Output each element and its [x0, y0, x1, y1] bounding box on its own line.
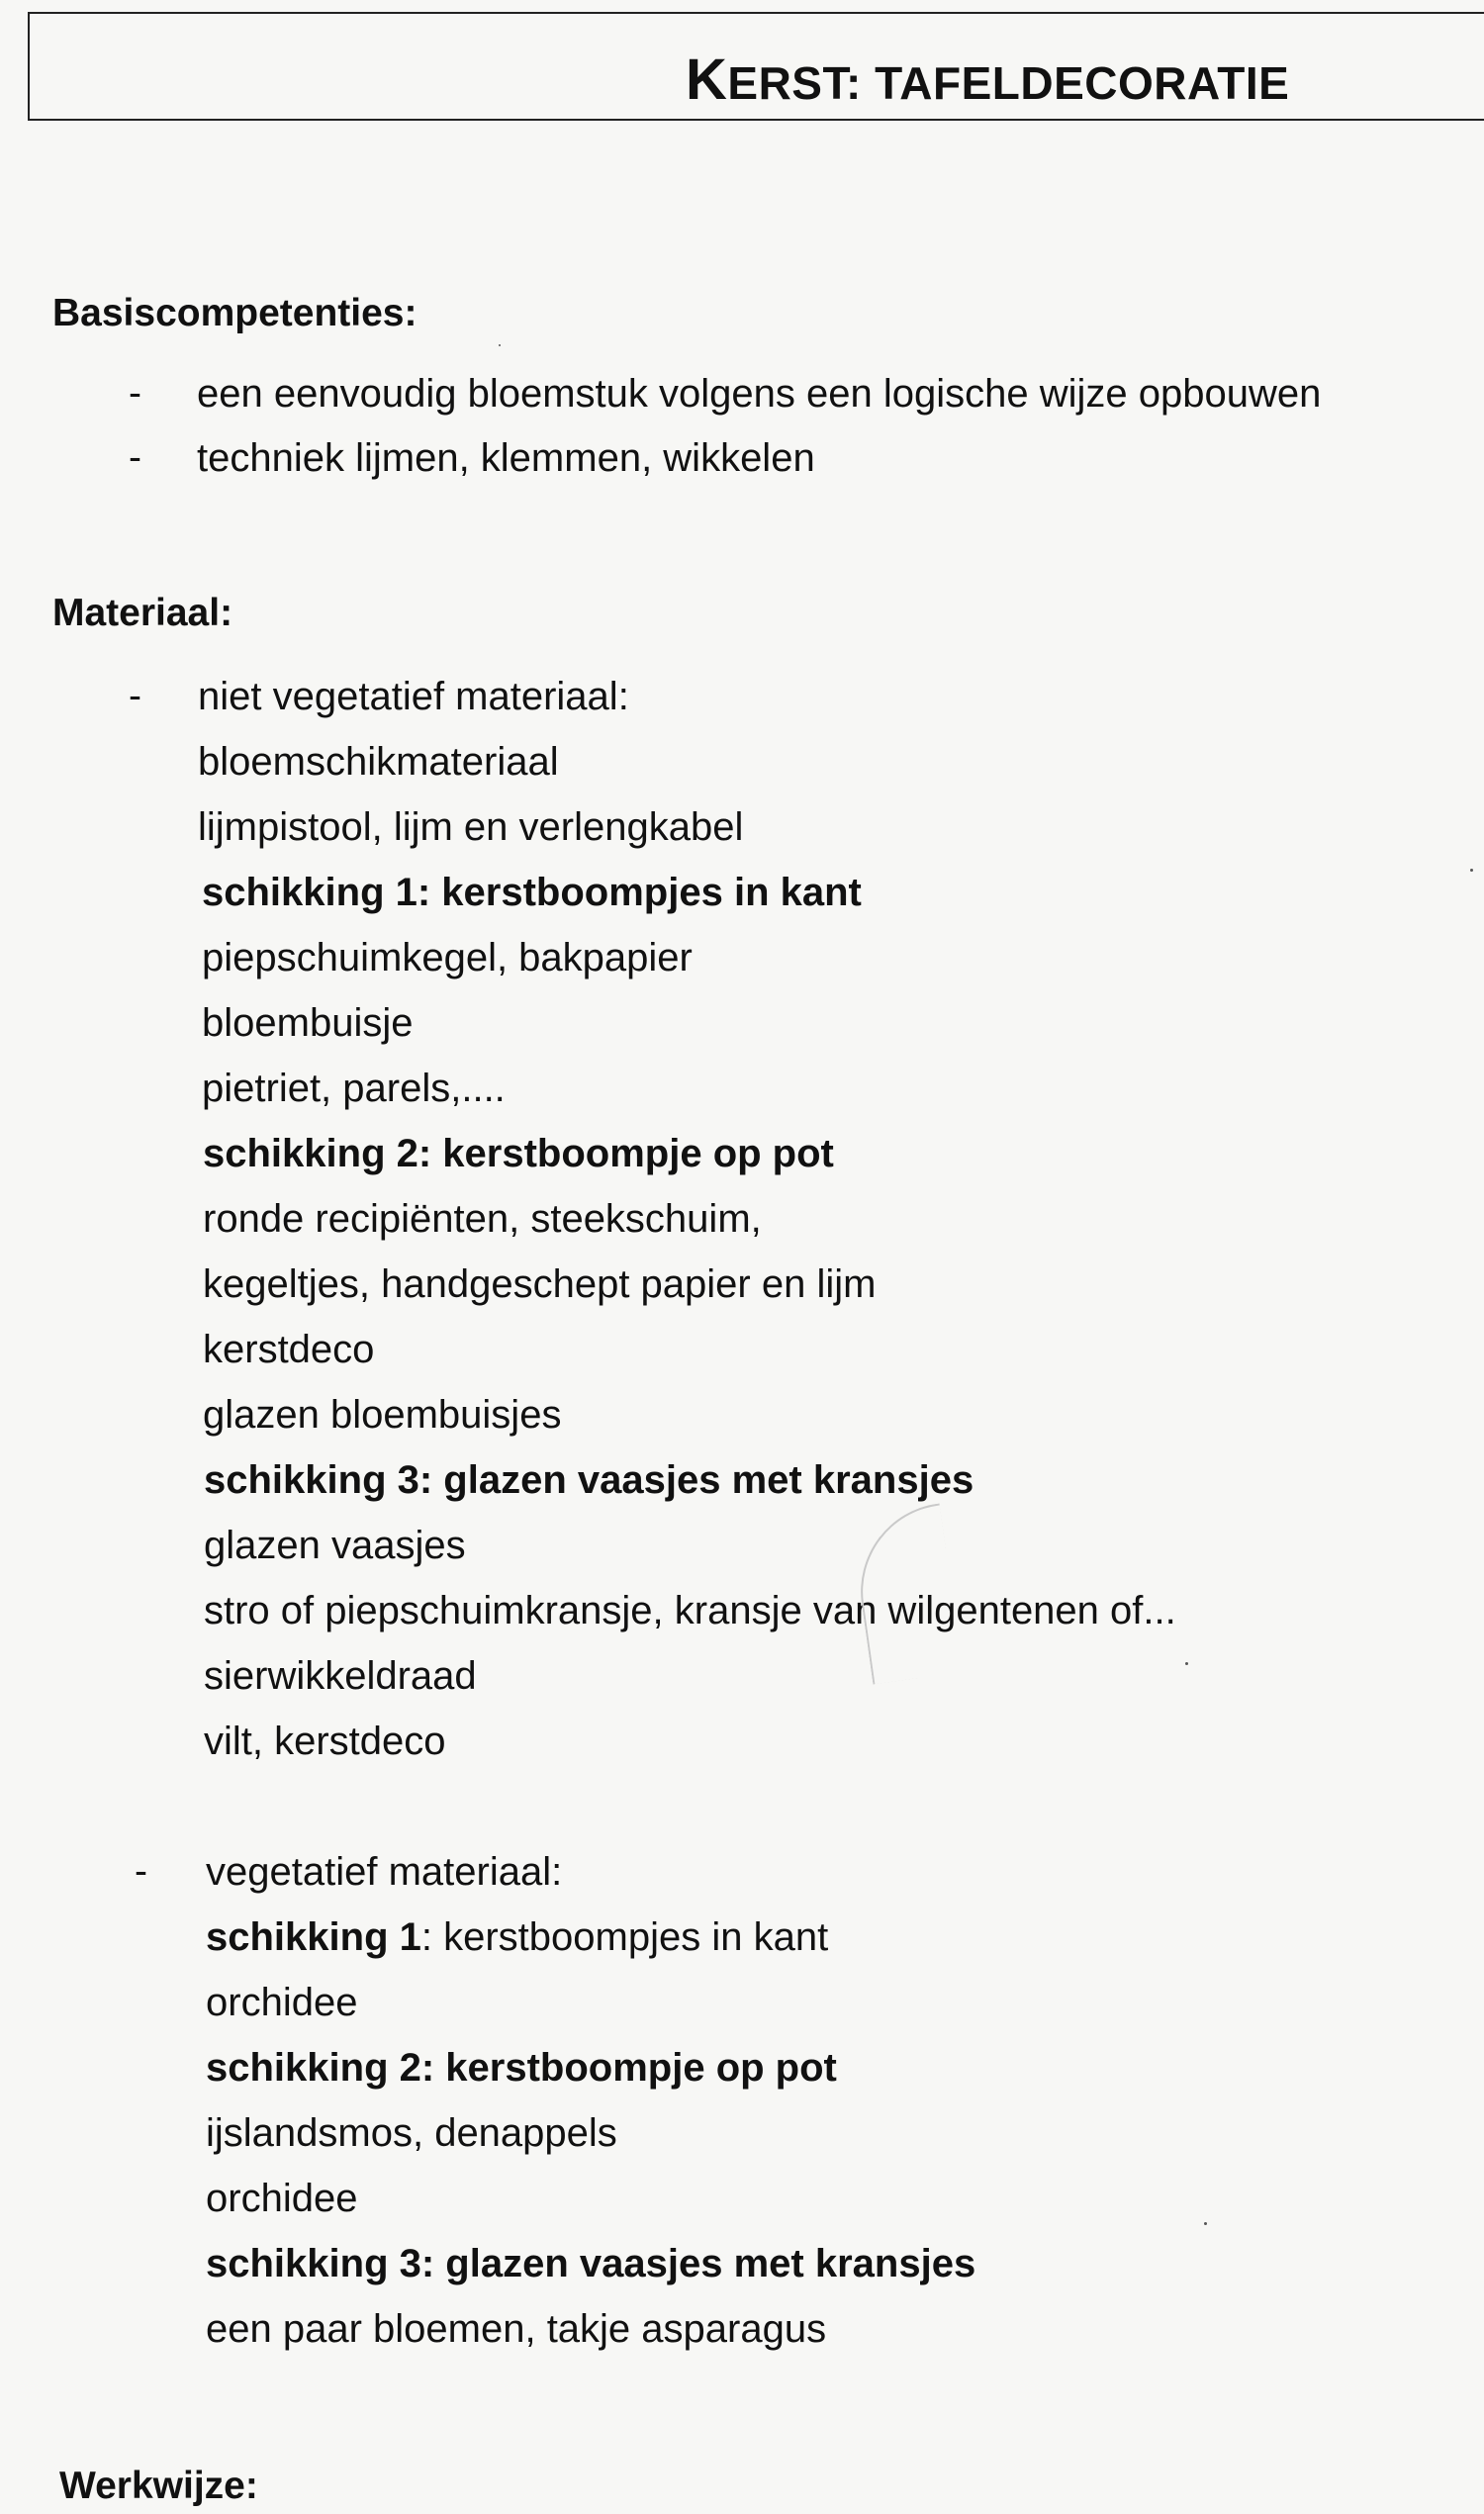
material-line: pietriet, parels,.... — [202, 1067, 506, 1110]
material-line: bloembuisje — [202, 1001, 414, 1045]
material-line: ronde recipiënten, steekschuim, — [203, 1197, 762, 1241]
material-line: glazen vaasjes — [204, 1524, 466, 1567]
scan-crease-artifact — [849, 1503, 963, 1684]
vegetatief-schikking-1-title-rest: : kerstboompjes in kant — [420, 1915, 829, 1959]
bullet-dash: - — [135, 1850, 147, 1893]
materiaal-heading: Materiaal: — [52, 592, 233, 634]
basiscompetenties-heading: Basiscompetenties: — [52, 292, 417, 334]
title-box — [28, 12, 1484, 121]
material-line: orchidee — [206, 1981, 358, 2024]
material-line: lijmpistool, lijm en verlengkabel — [198, 805, 744, 849]
bullet-dash: - — [129, 675, 141, 717]
scan-speck — [1470, 869, 1473, 872]
vegetatief-schikking-1-title — [206, 1917, 828, 1957]
material-line: ijslandsmos, denappels — [206, 2111, 617, 2155]
page-title — [686, 47, 1290, 112]
niet-vegetatief-schikking-3-title: schikking 3: glazen vaasjes met kransjes — [204, 1458, 974, 1502]
vegetatief-schikking-1-title-bold: schikking 1 — [206, 1915, 421, 1959]
material-line: sierwikkeldraad — [204, 1654, 477, 1698]
material-line: stro of piepschuimkransje, kransje van wilgentenen of... — [204, 1589, 1176, 1632]
material-line: bloemschikmateriaal — [198, 740, 559, 784]
bullet-dash: - — [129, 372, 141, 415]
competentie-item-1: een eenvoudig bloemstuk volgens een logische wijze opbouwen — [197, 372, 1322, 416]
material-line: glazen bloembuisjes — [203, 1393, 562, 1437]
competentie-item-2: techniek lijmen, klemmen, wikkelen — [197, 436, 815, 480]
niet-vegetatief-schikking-2-title: schikking 2: kerstboompje op pot — [203, 1132, 834, 1175]
material-line: kegeltjes, handgeschept papier en lijm — [203, 1262, 877, 1306]
page-title-rest: ERST: TAFELDECORATIE — [727, 57, 1290, 109]
niet-vegetatief-schikking-1-title: schikking 1: kerstboompjes in kant — [202, 871, 862, 914]
vegetatief-label: vegetatief materiaal: — [206, 1850, 563, 1894]
werkwijze-heading: Werkwijze: — [59, 2465, 258, 2507]
scan-speck — [1204, 2222, 1207, 2225]
material-line: piepschuimkegel, bakpapier — [202, 936, 693, 979]
bullet-dash: - — [129, 436, 141, 479]
material-line: vilt, kerstdeco — [204, 1720, 446, 1763]
scan-speck — [1185, 1662, 1188, 1665]
material-line: kerstdeco — [203, 1328, 375, 1371]
page-title-initial: K — [686, 47, 728, 112]
vegetatief-schikking-3-title: schikking 3: glazen vaasjes met kransjes — [206, 2242, 976, 2285]
material-line: orchidee — [206, 2177, 358, 2220]
vegetatief-schikking-2-title: schikking 2: kerstboompje op pot — [206, 2046, 837, 2090]
scan-speck — [499, 344, 501, 346]
niet-vegetatief-label: niet vegetatief materiaal: — [198, 675, 629, 718]
material-line: een paar bloemen, takje asparagus — [206, 2307, 827, 2351]
